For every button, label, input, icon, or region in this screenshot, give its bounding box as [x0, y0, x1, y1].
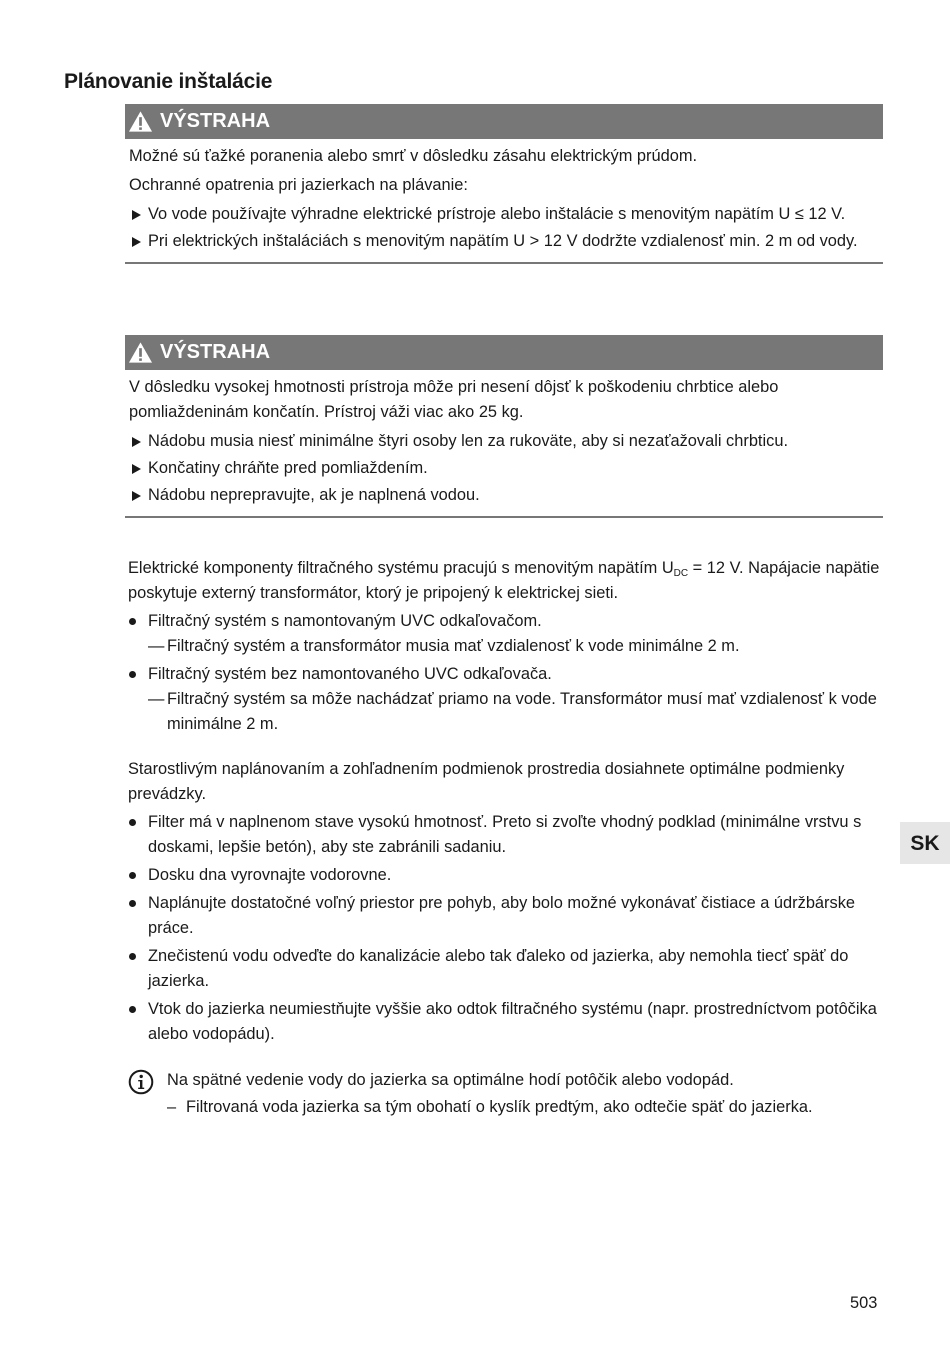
warning-paragraph: V dôsledku vysokej hmotnosti prístroja môže pri nesení dôjsť k poškodeniu chrbtice alebo pomliaždeninám končatín. Prístroj váži viac ako 25 kg. [129, 378, 779, 421]
electrical-intro [128, 556, 880, 606]
warning-header [125, 335, 883, 370]
list-item: Pri elektrických inštaláciách s menovitým napätím U > 12 V dodržte vzdialenosť min. 2 m od vody. [129, 229, 883, 254]
sub-list-item: — Filtračný systém sa môže nachádzať priamo na vode. Transformátor musí mať vzdialenosť k vode minimálne 2 m. [148, 687, 880, 737]
page-heading: Plánovanie inštalácie [64, 70, 273, 93]
electrical-list [128, 609, 880, 737]
language-tab: SK [900, 822, 950, 864]
warning-header [125, 104, 883, 139]
info-sub-item: – Filtrovaná voda jazierka sa tým obohatí o kyslík predtým, ako odtečie späť do jazierka. [167, 1095, 880, 1120]
info-note [128, 1068, 880, 1120]
warning-body [125, 370, 883, 516]
intro-text: Elektrické komponenty filtračného systému pracujú s menovitým napätím U [128, 559, 674, 577]
list-item-text: Filtračný systém s namontovaným UVC odkaľovačom. [148, 612, 542, 630]
sub-list [148, 634, 880, 659]
list-item-text: Filtračný systém bez namontovaného UVC odkaľovača. [148, 665, 552, 683]
list-item: Vo vode používajte výhradne elektrické prístroje alebo inštalácie s menovitým napätím U ≤ 12 V. [129, 202, 883, 227]
sub-list [148, 687, 880, 737]
warning-triangle-icon [128, 110, 153, 133]
list-item: Filter má v naplnenom stave vysokú hmotnosť. Preto si zvoľte vhodný podklad (minimálne vrstvu s doskami, lepšie betón), aby ste zabránili sadaniu. [128, 810, 880, 860]
intro-text: = 12 V. Napájacie napätie poskytuje externý transformátor, ktorý je pripojený k elektrickej sieti. [128, 559, 880, 602]
sub-list-item: — Filtračný systém a transformátor musia mať vzdialenosť k vode minimálne 2 m. [148, 634, 880, 659]
planning-section [128, 757, 880, 1050]
warning-triangle-icon [128, 341, 153, 364]
list-item: Znečistenú vodu odveďte do kanalizácie alebo tak ďaleko od jazierka, aby nemohla tiecť späť do jazierka. [128, 944, 880, 994]
list-item: Naplánujte dostatočné voľný priestor pre pohyb, aby bolo možné vykonávať čistiace a údržbárske práce. [128, 891, 880, 941]
warning-body [125, 139, 883, 262]
warning-measures-list [129, 429, 883, 508]
list-item: Nádobu musia niesť minimálne štyri osoby len za rukoväte, aby si nezaťažovali chrbticu. [129, 429, 883, 454]
list-item: Nádobu neprepravujte, ak je naplnená vodou. [129, 483, 883, 508]
warning-label: VÝSTRAHA [160, 341, 271, 363]
warning-label: VÝSTRAHA [160, 110, 271, 132]
warning-paragraph: Možné sú ťažké poranenia alebo smrť v dôsledku zásahu elektrickým prúdom. [129, 147, 698, 165]
planning-intro: Starostlivým naplánovaním a zohľadnením podmienok prostredia dosiahnete optimálne podmienky prevádzky. [128, 760, 845, 803]
page-number: 503 [850, 1294, 878, 1312]
list-item: Vtok do jazierka neumiestňujte vyššie ako odtok filtračného systému (napr. prostredníctvom potôčika alebo vodopádu). [128, 997, 880, 1047]
warning-box-weight [125, 335, 883, 518]
planning-list [128, 810, 880, 1047]
warning-paragraph: Ochranné opatrenia pri jazierkach na plávanie: [129, 176, 468, 194]
list-item [128, 662, 880, 737]
list-item: Dosku dna vyrovnajte vodorovne. [128, 863, 880, 888]
list-item: Končatiny chráňte pred pomliaždením. [129, 456, 883, 481]
subscript-dc: DC [673, 568, 689, 579]
warning-box-electric [125, 104, 883, 264]
info-text: Na spätné vedenie vody do jazierka sa optimálne hodí potôčik alebo vodopád. [167, 1071, 734, 1089]
info-icon [128, 1069, 154, 1095]
list-item [128, 609, 880, 659]
warning-measures-list [129, 202, 883, 254]
electrical-section [128, 556, 880, 740]
